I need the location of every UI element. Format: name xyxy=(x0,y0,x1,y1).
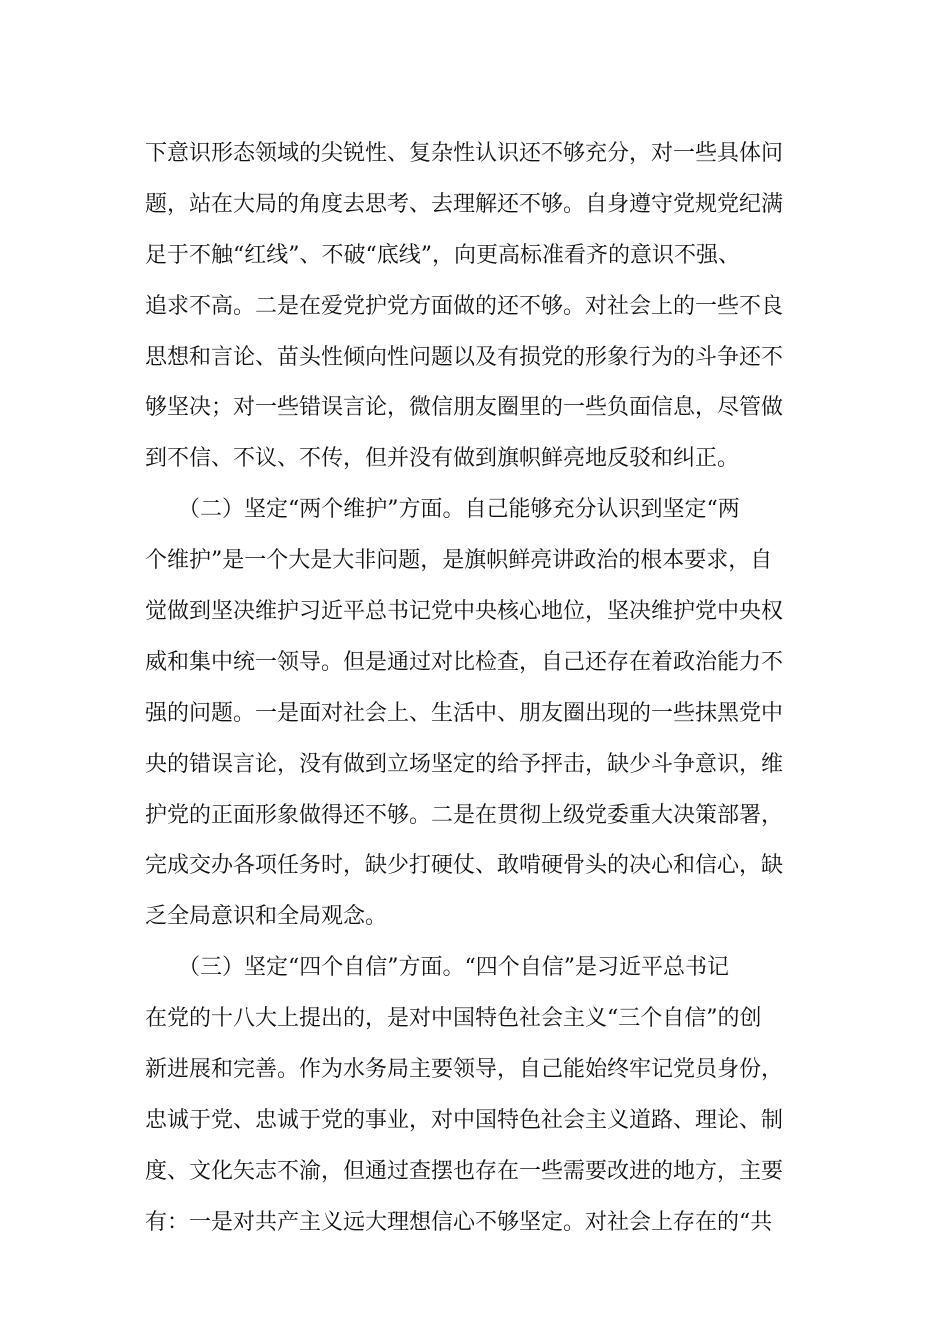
text-line: 新进展和完善。作为水务局主要领导，自己能始终牢记党员身份， xyxy=(145,1057,784,1083)
text-line: 觉做到坚决维护习近平总书记党中央核心地位，坚决维护党中央权 xyxy=(145,599,784,625)
text-line: 强的问题。一是面对社会上、生活中、朋友圈出现的一些抹黑党中 xyxy=(145,700,784,726)
text-line: 护党的正面形象做得还不够。二是在贯彻上级党委重大决策部署， xyxy=(145,802,784,828)
paragraph-start-line: （二）坚定“两个维护”方面。自己能够充分认识到坚定“两 xyxy=(145,497,740,523)
text-line: 乏全局意识和全局观念。 xyxy=(145,904,388,930)
text-line: 个维护”是一个大是大非问题，是旗帜鲜亮讲政治的根本要求，自 xyxy=(145,548,773,574)
text-line: 有：一是对共产主义远大理想信心不够坚定。对社会上存在的“共 xyxy=(145,1209,773,1235)
text-line: 度、文化矢志不渝，但通过查摆也存在一些需要改进的地方，主要 xyxy=(145,1158,784,1184)
text-line: 思想和言论、苗头性倾向性问题以及有损党的形象行为的斗争还不 xyxy=(145,344,784,370)
text-line: 题，站在大局的角度去思考、去理解还不够。自身遵守党规党纪满 xyxy=(145,191,784,217)
text-line: 足于不触“红线”、不破“底线”，向更高标准看齐的意识不强、 xyxy=(145,242,740,268)
text-line: 追求不高。二是在爱党护党方面做的还不够。对社会上的一些不良 xyxy=(145,293,784,319)
text-line: 到不信、不议、不传，但并没有做到旗帜鲜亮地反驳和纠正。 xyxy=(145,446,740,472)
text-line: 下意识形态领域的尖锐性、复杂性认识还不够充分，对一些具体问 xyxy=(145,141,784,166)
text-line: 威和集中统一领导。但是通过对比检查，自己还存在着政治能力不 xyxy=(145,649,784,675)
text-line: 够坚决；对一些错误言论，微信朋友圈里的一些负面信息，尽管做 xyxy=(145,395,784,421)
text-line: 忠诚于党、忠诚于党的事业，对中国特色社会主义道路、理论、制 xyxy=(145,1107,784,1133)
body-text xyxy=(145,129,805,1249)
paragraph-start-line: （三）坚定“四个自信”方面。“四个自信”是习近平总书记 xyxy=(145,955,729,981)
text-line: 央的错误言论，没有做到立场坚定的给予抨击，缺少斗争意识，维 xyxy=(145,751,784,777)
text-line: 在党的十八大上提出的，是对中国特色社会主义“三个自信”的创 xyxy=(145,1006,762,1032)
text-line: 完成交办各项任务时，缺少打硬仗、敢啃硬骨头的决心和信心，缺 xyxy=(145,853,784,879)
